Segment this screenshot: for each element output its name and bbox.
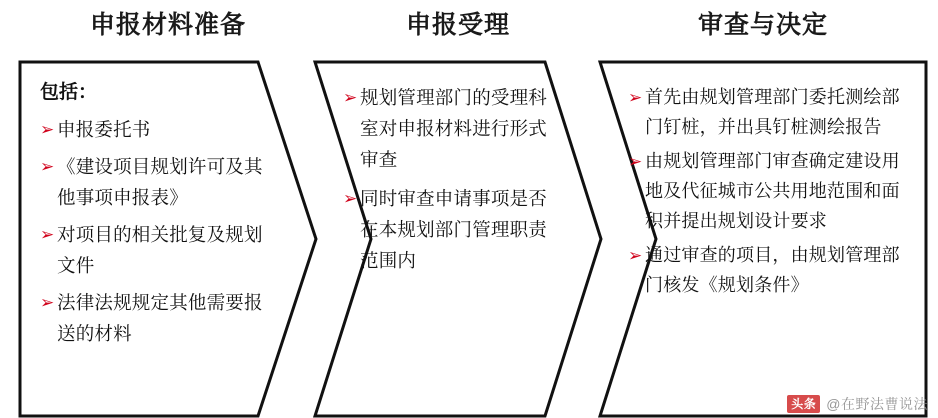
arrow-bullet-icon: ➢ — [40, 293, 55, 312]
arrow-bullet-icon: ➢ — [628, 152, 643, 171]
arrow-bullet-icon: ➢ — [343, 88, 358, 107]
list-item — [628, 240, 902, 300]
list-item-text: 同时审查申请事项是否在本规划部门管理职责范围内 — [360, 188, 548, 271]
watermark — [787, 394, 928, 414]
list-item — [343, 183, 563, 276]
process-step-3 — [598, 0, 928, 418]
list-item-text: 通过审查的项目，由规划管理部门核发《规划条件》 — [645, 245, 900, 295]
watermark-badge: 头条 — [787, 395, 820, 413]
arrow-bullet-icon: ➢ — [40, 225, 55, 244]
list-item — [628, 82, 902, 142]
arrow-bullet-icon: ➢ — [40, 157, 55, 176]
arrow-bullet-icon: ➢ — [628, 88, 643, 107]
step-1-content — [18, 60, 318, 365]
list-item — [628, 146, 902, 236]
list-item — [40, 151, 272, 213]
list-item — [40, 114, 272, 145]
step-3-title: 审查与决定 — [697, 11, 828, 39]
list-item — [40, 287, 272, 349]
step-3-content — [598, 60, 928, 314]
process-step-2 — [313, 0, 603, 418]
watermark-text: @在野法曹说法 — [826, 396, 928, 412]
list-item-text: 对项目的相关批复及规划文件 — [57, 224, 263, 276]
step-2-title: 申报受理 — [405, 11, 510, 39]
list-item-text: 由规划管理部门审查确定建设用地及代征城市公共用地范围和面积并提出规划设计要求 — [645, 151, 900, 231]
list-item-text: 法律法规规定其他需要报送的材料 — [57, 292, 263, 344]
process-step-1 — [18, 0, 318, 418]
step-2-content — [313, 60, 603, 294]
list-item-text: 规划管理部门的受理科室对申报材料进行形式审查 — [360, 87, 548, 170]
step-1-chevron-shape — [18, 60, 318, 418]
arrow-bullet-icon: ➢ — [343, 189, 358, 208]
arrow-bullet-icon: ➢ — [40, 120, 55, 139]
step-3-chevron-shape — [598, 60, 928, 418]
list-item-text: 首先由规划管理部门委托测绘部门钉桩，并出具钉桩测绘报告 — [645, 87, 900, 137]
step-2-chevron-shape — [313, 60, 603, 418]
list-item-text: 《建设项目规划许可及其他事项申报表》 — [57, 156, 263, 208]
arrow-bullet-icon: ➢ — [628, 246, 643, 265]
step-1-lead: 包括： — [40, 82, 98, 103]
list-item — [343, 82, 563, 175]
list-item-text: 申报委托书 — [57, 119, 151, 140]
list-item — [40, 219, 272, 281]
step-1-title: 申报材料准备 — [89, 11, 246, 39]
